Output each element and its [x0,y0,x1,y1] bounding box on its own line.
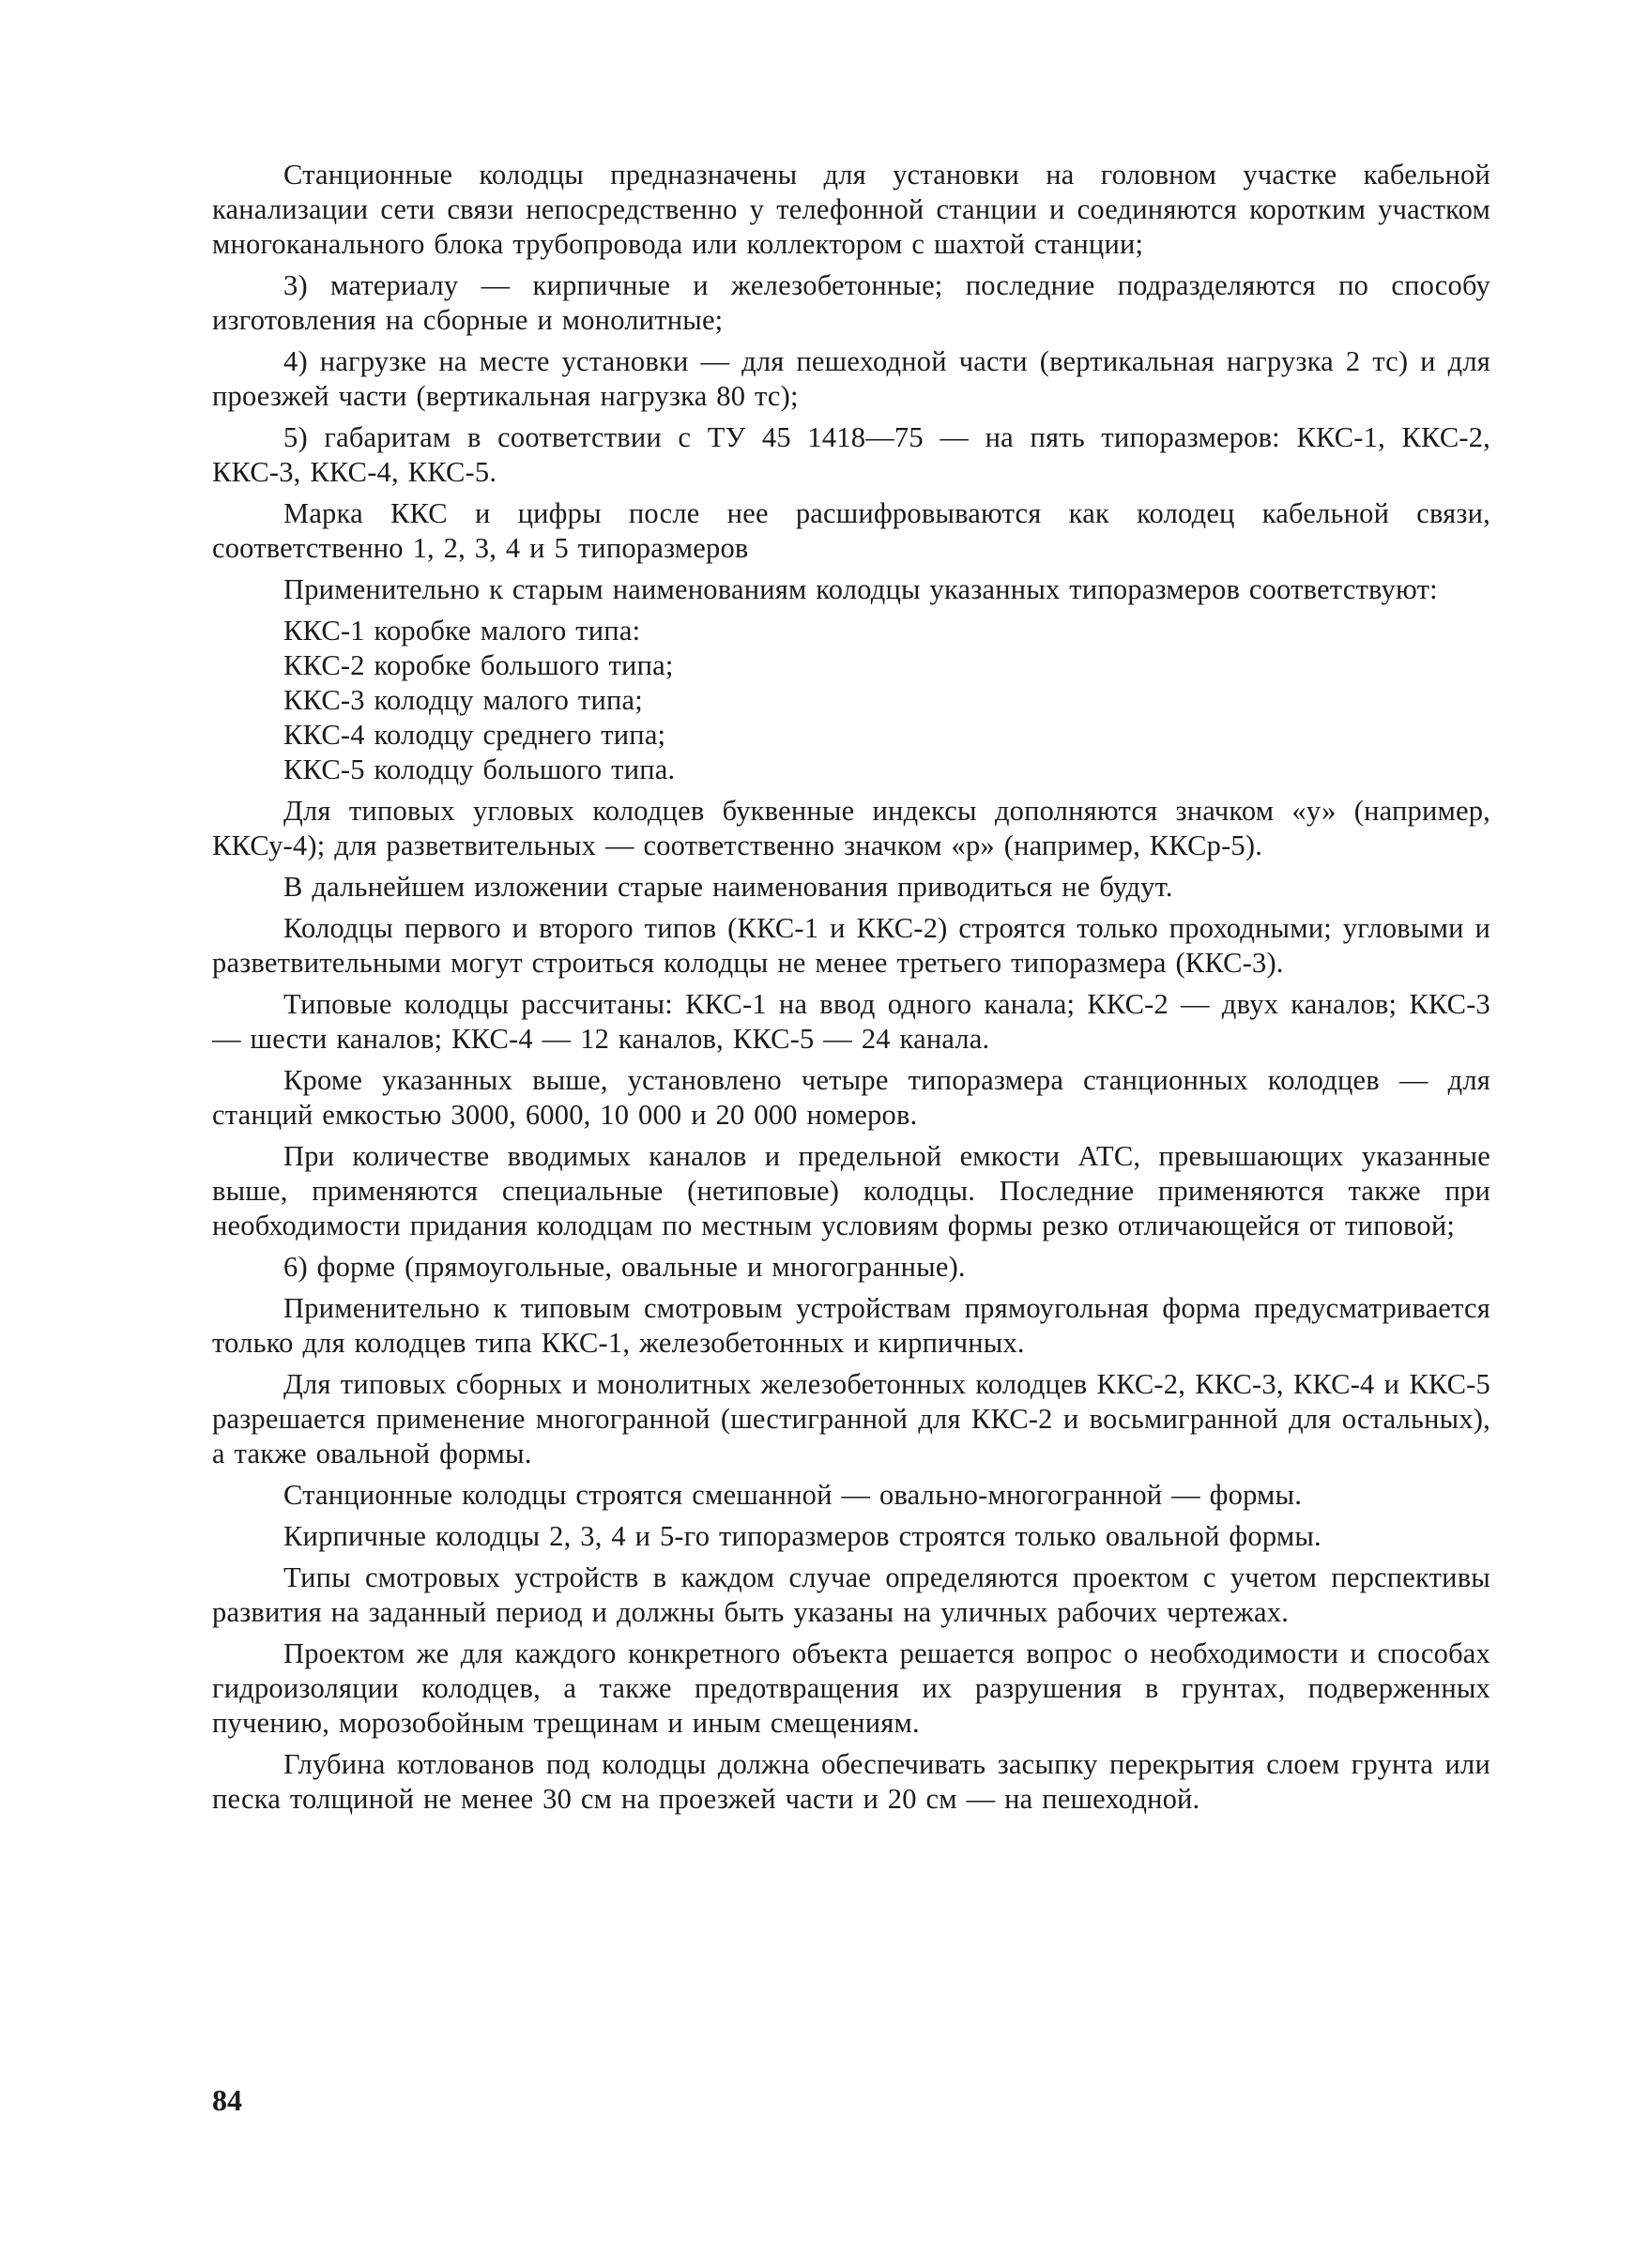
paragraph-shape: 6) форме (прямоугольные, овальные и многогранные). [283,1251,966,1283]
paragraph-polygonal-form: Для типовых сборных и монолитных железобетонных колодцев ККС-2, ККС-3, ККС-4 и ККС-5 разрешается применение многогранной (шестигранной для ККС-2 и восьмигранной для остальных), а также овальной формы. [212,1368,1490,1469]
list-item-kks-1: ККС-1 коробке малого типа: [283,615,641,647]
paragraph-brick-oval: Кирпичные колодцы 2, 3, 4 и 5-го типоразмеров строятся только овальной формы. [283,1520,1322,1552]
paragraph-corner-indices: Для типовых угловых колодцев буквенные индексы дополняются значком «у» (например, ККСу-4); для разветвительных — соответственно значком «р» (например, ККСр-5). [212,795,1490,861]
paragraph-old-names: Применительно к старым наименованиям колодцы указанных типоразмеров соответствуют: [283,573,1438,605]
paragraph-rectangular-form: Применительно к типовым смотровым устройствам прямоугольная форма предусматривается только для колодцев типа ККС-1, железобетонных и кирпичных. [212,1292,1490,1359]
paragraph-old-names-note: В дальнейшем изложении старые наименования приводиться не будут. [283,871,1173,903]
list-item-kks-2: ККС-2 коробке большого типа; [283,649,674,681]
paragraph-pit-depth: Глубина котлованов под колодцы должна обеспечивать засыпку перекрытия слоем грунта или песка толщиной не менее 30 см на проезжей части и 20 см — на пешеходной. [212,1748,1490,1815]
list-item-kks-4: ККС-4 колодцу среднего типа; [283,719,666,751]
paragraph-brand-kks: Марка ККС и цифры после нее расшифровываются как колодец кабельной связи, соответственно 1, 2, 3, 4 и 5 типоразмеров [212,497,1490,564]
document-body [212,158,1490,1823]
paragraph-waterproofing: Проектом же для каждого конкретного объекта решается вопрос о необходимости и способах гидроизоляции колодцев, а также предотвращения их разрушения в грунтах, подверженных пучению, морозобойным трещинам и иным смещениям. [212,1637,1490,1739]
paragraph-load: 4) нагрузке на месте установки — для пешеходной части (вертикальная нагрузка 2 тс) и для проезжей части (вертикальная нагрузка 80 тс); [212,345,1490,412]
paragraph-special-wells: При количестве вводимых каналов и предельной емкости АТС, превышающих указанные выше, применяются специальные (нетиповые) колодцы. Последние применяются также при необходимости придания колодцам по местным условиям формы резко отличающейся от типовой; [212,1140,1490,1241]
paragraph-station-mixed-form: Станционные колодцы строятся смешанной — овально-многогранной — формы. [283,1479,1303,1511]
paragraph-channel-capacity: Типовые колодцы рассчитаны: ККС-1 на ввод одного канала; ККС-2 — двух каналов; ККС-3 — шести каналов; ККС-4 — 12 каналов, ККС-5 — 24 канала. [212,988,1490,1055]
page-number: 84 [212,2083,242,2117]
list-item-kks-5: ККС-5 колодцу большого типа. [283,753,676,785]
list-item-kks-3: ККС-3 колодцу малого типа; [283,684,643,716]
paragraph-dimensions: 5) габаритам в соответствии с ТУ 45 1418—75 — на пять типоразмеров: ККС-1, ККС-2, ККС-3, ККС-4, ККС-5. [212,421,1490,488]
paragraph-first-second-types: Колодцы первого и второго типов (ККС-1 и ККС-2) строятся только проходными; угловыми и разветвительными могут строиться колодцы не менее третьего типоразмера (ККС-3). [212,912,1490,979]
paragraph-station-sizes: Кроме указанных выше, установлено четыре типоразмера станционных колодцев — для станций емкостью 3000, 6000, 10 000 и 20 000 номеров. [212,1064,1490,1131]
paragraph-project-types: Типы смотровых устройств в каждом случае определяются проектом с учетом перспективы развития на заданный период и должны быть указаны на уличных рабочих чертежах. [212,1561,1490,1628]
paragraph-station-wells: Станционные колодцы предназначены для установки на головном участке кабельной канализации сети связи непосредственно у телефонной станции и соединяются коротким участком многоканального блока трубопровода или коллектором с шахтой станции; [212,159,1490,260]
paragraph-material: 3) материалу — кирпичные и железобетонные; последние подразделяются по способу изготовления на сборные и монолитные; [212,269,1490,336]
